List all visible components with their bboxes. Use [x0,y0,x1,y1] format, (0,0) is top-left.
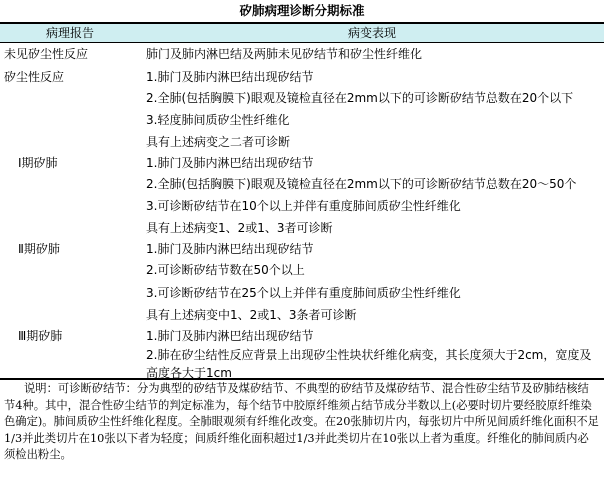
row-stage-label: 未见矽尘性反应 [4,47,89,61]
row-finding: 1.肺门及肺内淋巴结出现矽结节 [146,70,314,84]
row-stage-label: Ⅲ期矽肺 [18,329,63,343]
row-stage-label: Ⅰ期矽肺 [18,156,58,170]
row-finding: 2.肺在矽尘结性反应背景上出现矽尘性块状纤维化病变，其长度须大于2cm，宽度及高度各大于1cm [146,348,592,380]
row-finding: 1.肺门及肺内淋巴结出现矽结节 [146,156,314,170]
header-pathology-report: 病理报告 [45,26,94,40]
explanatory-note: 说明：可诊断矽结节：分为典型的矽结节及煤矽结节、不典型的矽结节及煤矽结节、混合性矽尘结节及矽肺结核结节4种。其中，混合性矽尘结节的判定标准为，每个结节中胶原纤维须占结节成分半数以上(必要时切片要经胶原纤维染色确定)。肺间质矽尘性纤维化程度。全肺眼观须有纤维化改变。在20张肺切片内，每张切片中所见间质纤维化面积不足1/3并此类切片在10张以下者为轻度；间质纤维化面积超过1/3并此类切片在10张以上者为重度。纤维化的肺间质内必须检出粉尘。 [4,382,599,462]
table-header [0,24,604,43]
row-finding: 3.可诊断矽结节在25个以上并伴有重度肺间质矽尘性纤维化 [146,286,461,300]
row-finding: 肺门及肺内淋巴结及两肺未见矽结节和矽尘性纤维化 [146,47,423,61]
row-stage-label: Ⅱ期矽肺 [18,242,60,256]
page-title: 矽肺病理诊断分期标准 [239,3,365,18]
row-finding: 3.可诊断矽结节在10个以上并伴有重度肺间质矽尘性纤维化 [146,199,461,213]
row-finding: 3.轻度肺间质矽尘性纤维化 [146,113,290,127]
row-finding: 2.可诊断矽结节数在50个以上 [146,263,305,277]
row-finding: 具有上述病变1、2或1、3者可诊断 [146,221,333,235]
row-finding: 具有上述病变中1、2或1、3条者可诊断 [146,308,357,322]
staging-table [0,22,604,380]
row-stage-label: 矽尘性反应 [4,70,65,84]
header-lesion-findings: 病变表现 [347,26,396,40]
row-finding: 2.全肺(包括胸膜下)眼观及镜检直径在2mm以下的可诊断矽结节总数在20～50个 [146,177,577,191]
row-finding: 具有上述病变之二者可诊断 [146,135,291,149]
row-finding: 1.肺门及肺内淋巴结出现矽结节 [146,242,314,256]
row-finding: 1.肺门及肺内淋巴结出现矽结节 [146,329,314,343]
row-finding: 2.全肺(包括胸膜下)眼观及镜检直径在2mm以下的可诊断矽结节总数在20个以下 [146,91,574,105]
